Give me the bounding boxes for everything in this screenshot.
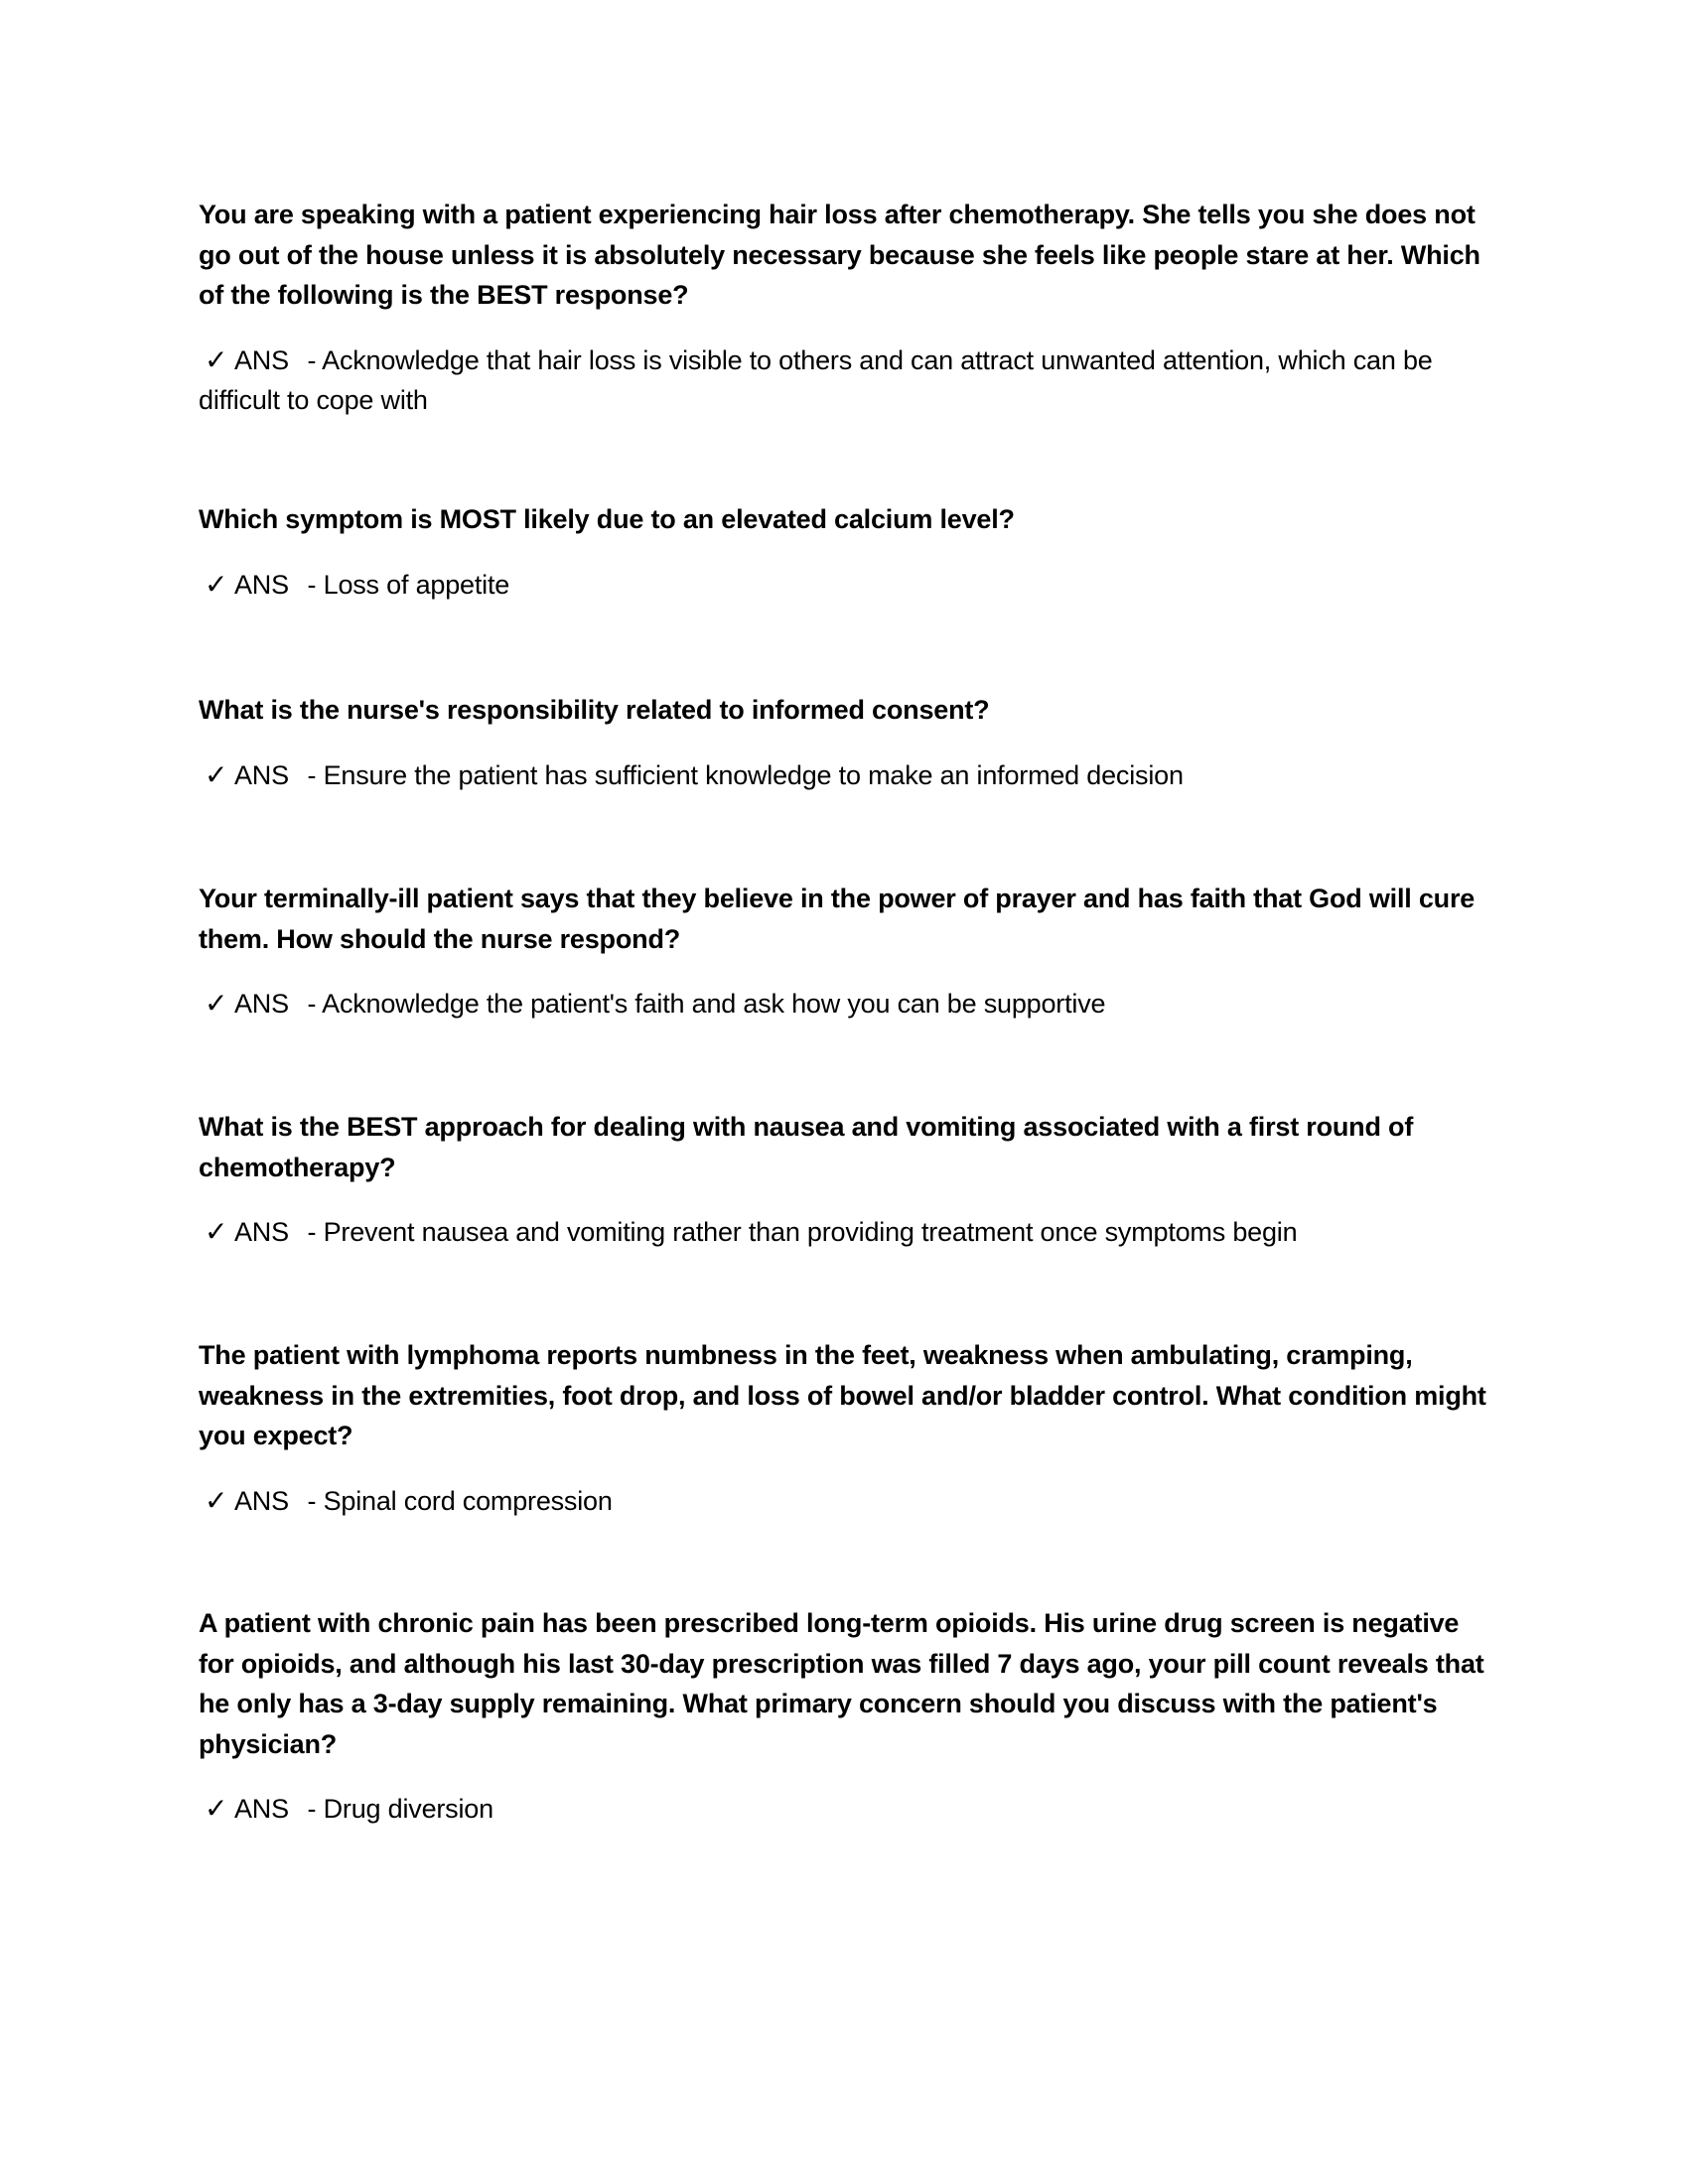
qa-item: [199, 1107, 1489, 1253]
question-text: What is the nurse's responsibility related to informed consent?: [199, 695, 990, 725]
question-text: Which symptom is MOST likely due to an elevated calcium level?: [199, 504, 1015, 534]
checkmark-icon: ✓: [205, 567, 228, 601]
answer-text: Ensure the patient has sufficient knowledge to make an informed decision: [323, 759, 1184, 790]
question-text: Your terminally-ill patient says that they believe in the power of prayer and has faith that God will cure them. How should the nurse respond?: [199, 884, 1476, 954]
answer-separator: -: [292, 759, 324, 790]
answer-label: ANS: [234, 1485, 289, 1516]
qa-item: [199, 879, 1489, 1024]
qa-item: [199, 1603, 1489, 1830]
answer-separator: -: [292, 1217, 324, 1247]
answer-label: ANS: [234, 1217, 289, 1247]
answer-separator: -: [292, 1794, 324, 1824]
answer-separator: -: [292, 1485, 324, 1516]
answer-text: Loss of appetite: [323, 569, 510, 600]
answer-line: [199, 565, 1489, 606]
checkmark-icon: ✓: [205, 342, 228, 376]
checkmark-icon: ✓: [205, 987, 228, 1020]
answer-line: [199, 984, 1489, 1024]
answer-text: Acknowledge the patient's faith and ask how you can be supportive: [322, 989, 1106, 1019]
answer-line: [199, 755, 1489, 796]
answer-label: ANS: [234, 759, 289, 790]
answer-label: ANS: [234, 569, 289, 600]
checkmark-icon: ✓: [205, 1483, 228, 1517]
answer-line: [199, 1481, 1489, 1522]
question-text: The patient with lymphoma reports numbness in the feet, weakness when ambulating, cramping, weakness in the extremities, foot drop, and loss of bowel and/or bladder control. What condition might you expect?: [199, 1340, 1486, 1450]
answer-text: Prevent nausea and vomiting rather than providing treatment once symptoms begin: [323, 1217, 1298, 1247]
qa-item: [199, 195, 1489, 421]
question-text: You are speaking with a patient experiencing hair loss after chemotherapy. She tells you she does not go out of the house unless it is absolutely necessary because she feels like people stare at her. Which of the following is the BEST response?: [199, 200, 1480, 310]
answer-label: ANS: [234, 1794, 289, 1824]
qa-item: [199, 499, 1489, 605]
answer-line: [199, 1789, 1489, 1830]
checkmark-icon: ✓: [205, 1215, 228, 1248]
checkmark-icon: ✓: [205, 1792, 228, 1825]
answer-label: ANS: [234, 989, 289, 1019]
answer-text: Drug diversion: [323, 1794, 493, 1824]
checkmark-icon: ✓: [205, 757, 228, 791]
answer-separator: -: [292, 344, 323, 375]
question-text: A patient with chronic pain has been prescribed long-term opioids. His urine drug screen is negative for opioids, and although his last 30-day prescription was filled 7 days ago, your pill count reveals that he only has a 3-day supply remaining. What primary concern should you discuss with the patient's physician?: [199, 1608, 1484, 1759]
qa-item: [199, 1335, 1489, 1521]
answer-separator: -: [292, 989, 323, 1019]
answer-separator: -: [292, 569, 324, 600]
answer-text: Spinal cord compression: [323, 1485, 613, 1516]
answer-line: [199, 341, 1489, 421]
answer-label: ANS: [234, 344, 289, 375]
answer-text: Acknowledge that hair loss is visible to others and can attract unwanted attention, which can be difficult to cope with: [199, 344, 1433, 415]
qa-item: [199, 690, 1489, 795]
answer-line: [199, 1212, 1489, 1253]
question-text: What is the BEST approach for dealing with nausea and vomiting associated with a first round of chemotherapy?: [199, 1112, 1414, 1182]
